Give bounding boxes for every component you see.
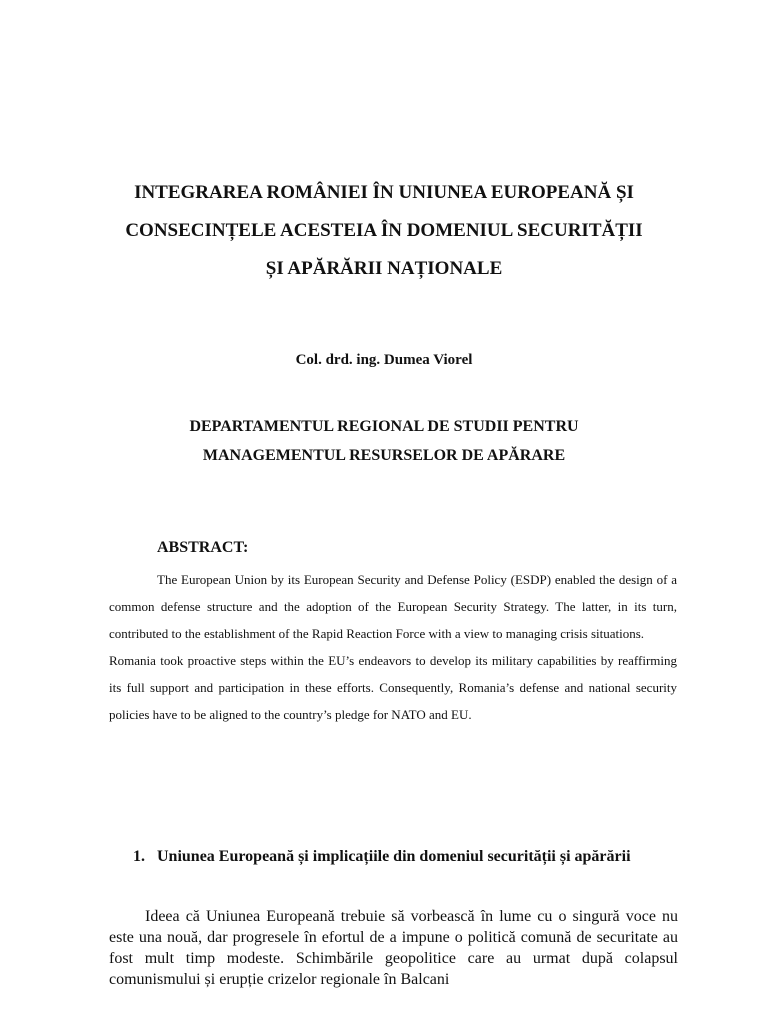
- department-affiliation: [80, 412, 688, 470]
- section-1-heading: [133, 846, 678, 868]
- section-1-title: Uniunea Europeană și implicațiile din domeniul securității și apărării: [157, 848, 631, 865]
- department-line-1: DEPARTAMENTUL REGIONAL DE STUDII PENTRU: [189, 418, 579, 435]
- paper-title: [80, 174, 688, 288]
- abstract-heading: ABSTRACT:: [157, 539, 249, 556]
- paper-title-line-3: ȘI APĂRĂRII NAȚIONALE: [265, 258, 503, 279]
- abstract-paragraph-2: Romania took proactive steps within the EU’s endeavors to develop its military capabilities by reaffirming its full support and participation in these efforts. Consequently, Romania’s defense and national security policies have to be aligned to the country’s pledge for NATO and EU.: [109, 653, 677, 722]
- paper-title-line-1: INTEGRAREA ROMÂNIEI ÎN UNIUNEA EUROPEANĂ ȘI: [134, 182, 634, 203]
- section-1-number: 1.: [133, 848, 145, 865]
- department-line-2: MANAGEMENTUL RESURSELOR DE APĂRARE: [202, 447, 566, 464]
- abstract-body: [109, 566, 677, 728]
- section-1-body: Ideea că Uniunea Europeană trebuie să vorbească în lume cu o singură voce nu este una nouă, dar progresele în efortul de a impune o politică comună de securitate au fost mult timp modeste. Schimbările geopolitice care au urmat după colapsul comunismului și erupție crizelor regionale în Balcani: [109, 908, 678, 988]
- paper-title-line-2: CONSECINȚELE ACESTEIA ÎN DOMENIUL SECURITĂȚII: [125, 220, 643, 241]
- author-name: Col. drd. ing. Dumea Viorel: [295, 352, 473, 368]
- abstract-paragraph-1: The European Union by its European Security and Defense Policy (ESDP) enabled the design of a common defense structure and the adoption of the European Security Strategy. The latter, in its turn, contributed to the establishment of the Rapid Reaction Force with a view to managing crisis situations.: [109, 572, 677, 641]
